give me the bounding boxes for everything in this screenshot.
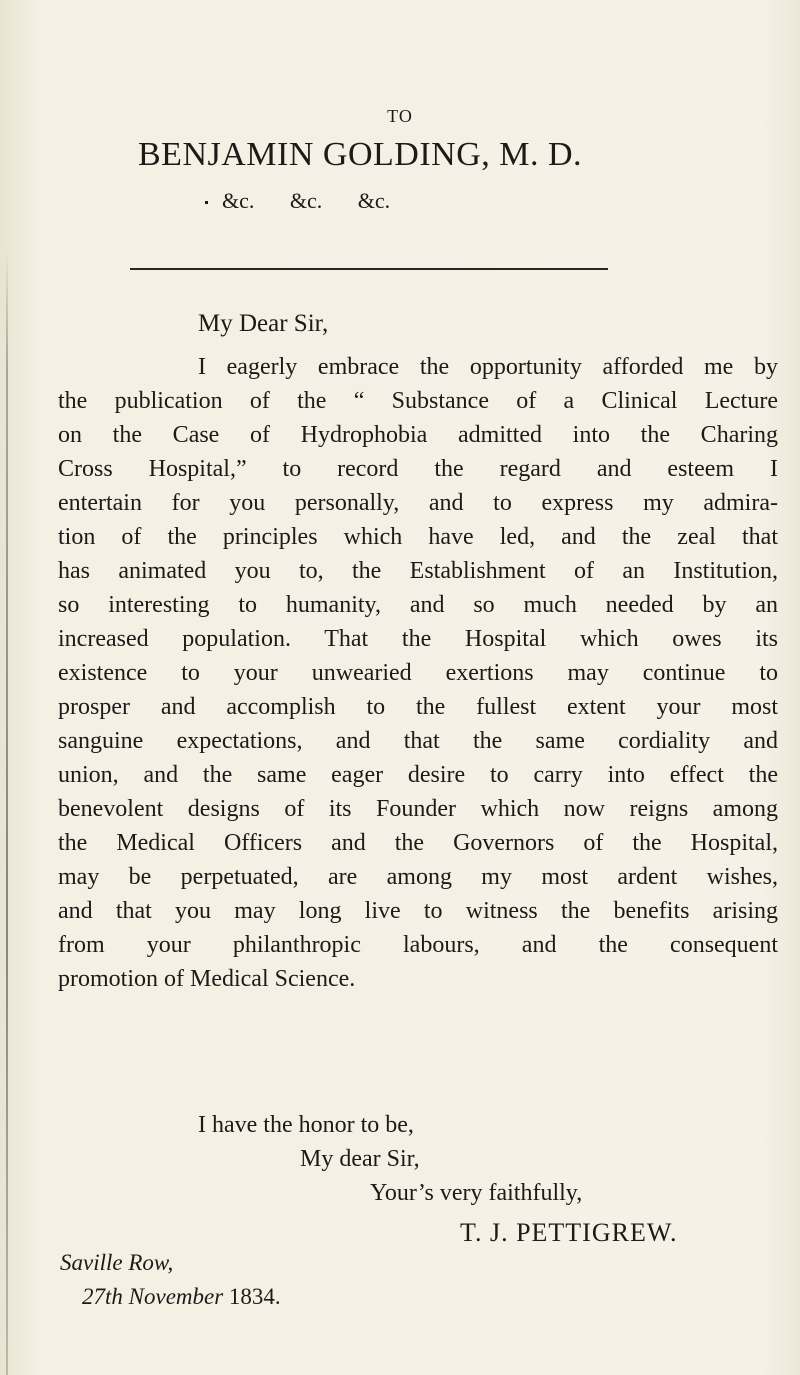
body-line: tion of the principles which have led, and the zeal that (58, 524, 778, 550)
binding-shadow (6, 250, 8, 1375)
body-line: on the Case of Hydrophobia admitted into the Charing (58, 422, 778, 448)
etc-3: &c. (357, 188, 391, 213)
date-line (82, 1284, 281, 1310)
body-line: union, and the same eager desire to carry into effect the (58, 762, 778, 788)
body-line: from your philanthropic labours, and the consequent (58, 932, 778, 958)
date-day: 27th November (82, 1284, 224, 1309)
body-line: promotion of Medical Science. (58, 966, 356, 992)
signature: T. J. PETTIGREW. (460, 1218, 678, 1247)
divider-rule (130, 268, 608, 270)
dedication-to: TO (387, 106, 413, 126)
date-year: 1834. (228, 1284, 281, 1309)
body-line: prosper and accomplish to the fullest extent your most (58, 694, 778, 720)
body-line: the Medical Officers and the Governors of the Hospital, (58, 830, 778, 856)
body-line: and that you may long live to witness the benefits arising (58, 898, 778, 924)
etc-2: &c. (289, 188, 323, 213)
etc-1: &c. (222, 188, 255, 213)
body-line: benevolent designs of its Founder which now reigns among (58, 796, 778, 822)
body-line: increased population. That the Hospital which owes its (58, 626, 778, 652)
closing-line: Your’s very faithfully, (370, 1180, 583, 1206)
dedication-recipient: BENJAMIN GOLDING, M. D. (138, 136, 583, 173)
closing-line: My dear Sir, (300, 1146, 420, 1172)
letter-body (58, 350, 778, 996)
body-line: so interesting to humanity, and so much needed by an (58, 592, 778, 618)
stray-mark (205, 201, 208, 204)
dedication-etc (205, 188, 390, 214)
body-line: Cross Hospital,” to record the regard and esteem I (58, 456, 778, 482)
body-line: the publication of the “ Substance of a Clinical Lecture (58, 388, 778, 414)
body-line: existence to your unwearied exertions may continue to (58, 660, 778, 686)
body-line: I eagerly embrace the opportunity afforded me by (198, 354, 778, 380)
address: Saville Row, (60, 1250, 174, 1275)
body-line: may be perpetuated, are among my most ardent wishes, (58, 864, 778, 890)
body-line: has animated you to, the Establishment of an Institution, (58, 558, 778, 584)
closing-line: I have the honor to be, (198, 1112, 414, 1138)
body-line: entertain for you personally, and to express my admira- (58, 490, 778, 516)
salutation: My Dear Sir, (198, 310, 329, 337)
body-line: sanguine expectations, and that the same cordiality and (58, 728, 778, 754)
